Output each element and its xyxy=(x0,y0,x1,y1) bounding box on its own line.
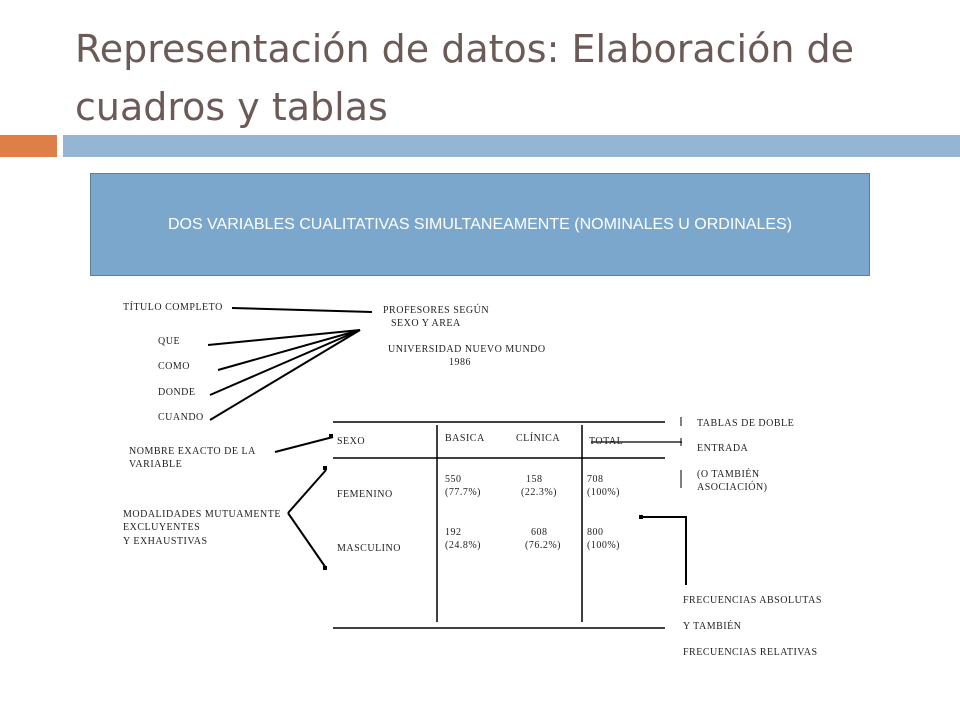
label-modalidades-2: EXCLUYENTES xyxy=(123,522,201,533)
connector-modalidades-down xyxy=(288,513,326,568)
cell-masculino-total-pct: (100%) xyxy=(587,540,620,551)
label-nombre-exacto-2: VARIABLE xyxy=(129,459,183,470)
cell-femenino-clinica: 158 xyxy=(526,474,543,485)
cell-femenino-total-pct: (100%) xyxy=(587,487,620,498)
marker-frecuencias xyxy=(639,515,643,519)
cell-masculino-clinica: 608 xyxy=(531,527,548,538)
marker-modalidades-down xyxy=(323,566,327,570)
example-title-line4: 1986 xyxy=(449,357,471,368)
cell-femenino-basica-pct: (77.7%) xyxy=(445,487,481,498)
table-header-total: TOTAL xyxy=(589,436,624,447)
connector-como xyxy=(218,330,360,370)
cell-femenino-clinica-pct: (22.3%) xyxy=(521,487,557,498)
label-que: QUE xyxy=(158,336,181,347)
connector-frecuencias xyxy=(641,517,686,585)
cell-masculino-basica-pct: (24.8%) xyxy=(445,540,481,551)
cell-femenino-total: 708 xyxy=(587,474,604,485)
note-frecuencias-2: Y TAMBIÉN xyxy=(683,621,742,632)
table-header-sexo: SEXO xyxy=(337,436,366,447)
banner-text: DOS VARIABLES CUALITATIVAS SIMULTANEAMENTE (NOMINALES U ORDINALES) xyxy=(167,215,793,233)
note-doble-entrada-2: ENTRADA xyxy=(697,443,749,454)
cell-masculino-clinica-pct: (76.2%) xyxy=(525,540,561,551)
example-title-line1: PROFESORES SEGÚN xyxy=(383,305,490,316)
cell-femenino-basica: 550 xyxy=(445,474,462,485)
slide-title: Representación de datos: Elaboración de cuadros y tablas xyxy=(75,27,854,129)
connector-nombre xyxy=(275,437,333,452)
cell-masculino-total: 800 xyxy=(587,527,604,538)
cell-masculino-basica: 192 xyxy=(445,527,462,538)
example-title-line2: SEXO Y AREA xyxy=(391,318,461,329)
row-label-femenino: FEMENINO xyxy=(337,489,393,500)
note-frecuencias-3: FRECUENCIAS RELATIVAS xyxy=(683,647,818,658)
marker-nombre xyxy=(329,434,333,438)
example-title-line3: UNIVERSIDAD NUEVO MUNDO xyxy=(388,344,546,355)
label-modalidades-3: Y EXHAUSTIVAS xyxy=(123,536,208,547)
label-titulo-completo: TÍTULO COMPLETO xyxy=(123,302,223,313)
table-header-clinica: CLÍNICA xyxy=(516,433,561,444)
marker-modalidades-up xyxy=(323,466,327,470)
label-cuando: CUANDO xyxy=(158,412,204,423)
connector-donde xyxy=(210,330,360,395)
note-doble-entrada-3: (O TAMBIÉN xyxy=(697,469,760,480)
label-nombre-exacto-1: NOMBRE EXACTO DE LA xyxy=(129,446,256,457)
table-header-basica: BASICA xyxy=(445,433,485,444)
label-como: COMO xyxy=(158,361,191,372)
connector-titulo xyxy=(232,308,372,312)
note-doble-entrada-4: ASOCIACIÓN) xyxy=(697,482,768,493)
note-frecuencias-1: FRECUENCIAS ABSOLUTAS xyxy=(683,595,822,606)
row-label-masculino: MASCULINO xyxy=(337,543,401,554)
label-donde: DONDE xyxy=(158,387,196,398)
connector-modalidades-up xyxy=(288,470,326,513)
note-doble-entrada-1: TABLAS DE DOBLE xyxy=(697,418,795,429)
label-modalidades-1: MODALIDADES MUTUAMENTE xyxy=(123,509,281,520)
